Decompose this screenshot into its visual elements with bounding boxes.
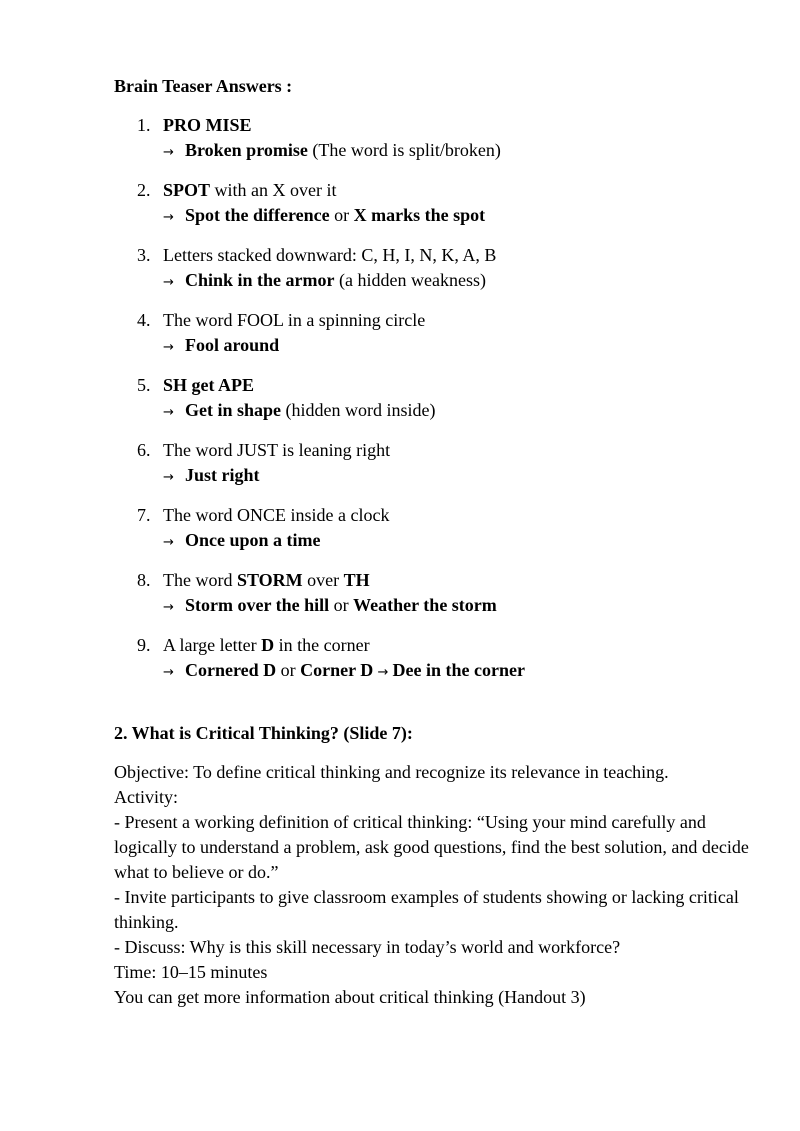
prompt-text: with an X over it: [210, 180, 337, 200]
answer-text: Dee in the corner: [392, 660, 525, 680]
prompt-text: Letters stacked downward: C, H, I, N, K, A, B: [163, 245, 497, 265]
teaser-prompt: [163, 243, 754, 268]
teaser-prompt: [163, 308, 754, 333]
arrow-icon: →: [163, 600, 174, 615]
section-heading: 2. What is Critical Thinking? (Slide 7):: [114, 723, 413, 743]
answer-number: 5.: [137, 375, 151, 395]
activity-examples: - Invite participants to give classroom examples of students showing or lacking critical thinking.: [114, 887, 739, 932]
teaser-prompt: [163, 568, 754, 593]
prompt-text: A large letter: [163, 635, 262, 655]
arrow-icon: →: [163, 535, 174, 550]
document-page: [114, 74, 754, 1010]
arrow-icon: →: [163, 210, 174, 225]
answer-item: [114, 633, 754, 685]
prompt-text: TH: [343, 570, 370, 590]
answer-number: 9.: [137, 635, 151, 655]
answer-text: (The word is split/broken): [307, 140, 501, 160]
teaser-prompt: [163, 633, 754, 658]
arrow-icon: →: [163, 145, 174, 160]
answer-text: or: [329, 205, 354, 225]
teaser-prompt: [163, 178, 754, 203]
answer-text: or: [276, 660, 301, 680]
answer-number: 3.: [137, 245, 151, 265]
answer-text: Just right: [185, 465, 260, 485]
prompt-text: The word JUST is leaning right: [163, 440, 391, 460]
answer-text: Fool around: [185, 335, 280, 355]
answer-text: Cornered D: [185, 660, 277, 680]
prompt-text: PRO MISE: [163, 115, 252, 135]
answer-text: Once upon a time: [185, 530, 321, 550]
answer-text: Get in shape: [185, 400, 282, 420]
prompt-text: The word ONCE inside a clock: [163, 505, 390, 525]
answer-number: 1.: [137, 115, 151, 135]
answer-text: Spot the difference: [185, 205, 330, 225]
answer-text: (hidden word inside): [281, 400, 436, 420]
answer-item: [114, 568, 754, 620]
prompt-text: D: [261, 635, 275, 655]
teaser-answer: [163, 138, 754, 165]
answer-text: Storm over the hill: [185, 595, 330, 615]
prompt-text: SH get APE: [163, 375, 255, 395]
answer-item: [114, 308, 754, 360]
prompt-text: in the corner: [274, 635, 370, 655]
answer-item: [114, 243, 754, 295]
time-text: Time: 10–15 minutes: [114, 962, 268, 982]
answer-text: Corner D: [300, 660, 374, 680]
prompt-text: over: [302, 570, 344, 590]
handout-reference: You can get more information about critical thinking (Handout 3): [114, 987, 586, 1007]
prompt-text: STORM: [236, 570, 303, 590]
arrow-icon: →: [163, 405, 174, 420]
arrow-icon: →: [373, 665, 393, 680]
answer-item: [114, 373, 754, 425]
teaser-answer: [163, 463, 754, 490]
teaser-answer: [163, 658, 754, 685]
prompt-text: The word FOOL in a spinning circle: [163, 310, 426, 330]
answer-number: 8.: [137, 570, 151, 590]
answer-text: or: [329, 595, 354, 615]
prompt-text: The word: [163, 570, 237, 590]
answer-item: [114, 438, 754, 490]
answer-item: [114, 503, 754, 555]
teaser-answer: [163, 528, 754, 555]
teaser-answer: [163, 203, 754, 230]
prompt-text: SPOT: [163, 180, 211, 200]
answer-number: 2.: [137, 180, 151, 200]
activity-label: Activity:: [114, 787, 178, 807]
teaser-answer: [163, 593, 754, 620]
teaser-prompt: [163, 373, 754, 398]
arrow-icon: →: [163, 665, 174, 680]
answer-number: 4.: [137, 310, 151, 330]
activity-discuss: - Discuss: Why is this skill necessary in today’s world and workforce?: [114, 937, 621, 957]
teaser-answer: [163, 333, 754, 360]
arrow-icon: →: [163, 275, 174, 290]
arrow-icon: →: [163, 340, 174, 355]
answers-list: [114, 113, 754, 685]
brain-teaser-heading: Brain Teaser Answers :: [114, 76, 293, 96]
answer-number: 7.: [137, 505, 151, 525]
answer-text: Broken promise: [185, 140, 308, 160]
teaser-answer: [163, 398, 754, 425]
teaser-answer: [163, 268, 754, 295]
teaser-prompt: [163, 503, 754, 528]
activity-definition: - Present a working definition of critical thinking: “Using your mind carefully and logically to understand a problem, ask good questions, find the best solution, and decide what to believe or do.”: [114, 812, 749, 882]
answer-text: (a hidden weakness): [334, 270, 486, 290]
teaser-prompt: [163, 113, 754, 138]
section-body: [114, 760, 754, 1010]
teaser-prompt: [163, 438, 754, 463]
answer-text: X marks the spot: [353, 205, 486, 225]
answer-text: Chink in the armor: [185, 270, 335, 290]
answer-text: Weather the storm: [353, 595, 497, 615]
objective-text: Objective: To define critical thinking and recognize its relevance in teaching.: [114, 762, 669, 782]
section-critical-thinking: [114, 721, 754, 1010]
answer-number: 6.: [137, 440, 151, 460]
answer-item: [114, 113, 754, 165]
arrow-icon: →: [163, 470, 174, 485]
answer-item: [114, 178, 754, 230]
